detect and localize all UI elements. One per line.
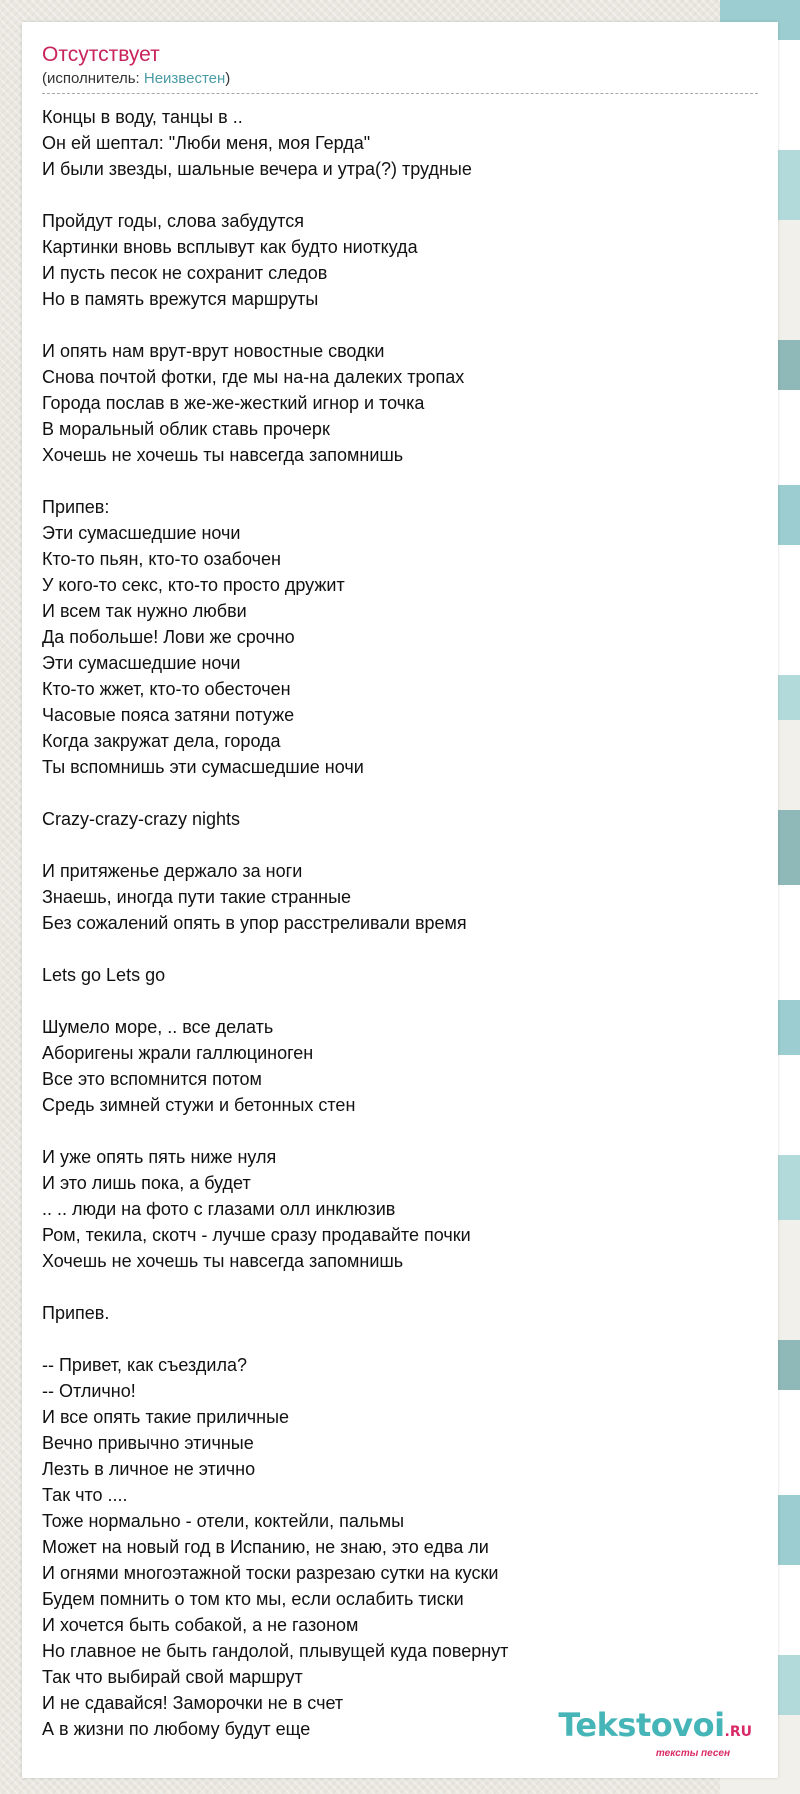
lyric-line: Может на новый год в Испанию, не знаю, это едва ли	[42, 1537, 489, 1557]
site-logo[interactable]	[558, 1706, 752, 1760]
artist-link[interactable]: Неизвестен	[143, 70, 226, 87]
lyric-line: Crazy-crazy-crazy nights	[42, 809, 241, 829]
logo-suffix: .RU	[724, 1724, 752, 1740]
artist-prefix: (исполнитель:	[42, 70, 144, 87]
lyric-line: И опять нам врут-врут новостные сводки	[42, 341, 385, 361]
lyric-line: Снова почтой фотки, где мы на-на далеких тропах	[42, 367, 465, 387]
stanza-gap	[42, 832, 758, 858]
lyric-line: .. .. люди на фото с глазами олл инклюзив	[42, 1199, 396, 1219]
lyric-line: Города послав в же-же-жесткий игнор и точка	[42, 393, 425, 413]
lyric-line: Эти сумасшедшие ночи	[42, 523, 241, 543]
lyric-line: Lets go Lets go	[42, 965, 166, 985]
lyric-line: Хочешь не хочешь ты навсегда запомнишь	[42, 445, 404, 465]
song-title[interactable]: Отсутствует	[42, 43, 160, 66]
lyric-line: Аборигены жрали галлюциноген	[42, 1043, 314, 1063]
stanza-gap	[42, 1118, 758, 1144]
lyric-line: Но главное не быть гандолой, плывущей куда повернут	[42, 1641, 509, 1661]
lyric-line: Тоже нормально - отели, коктейли, пальмы	[42, 1511, 405, 1531]
lyric-line: Кто-то жжет, кто-то обесточен	[42, 679, 291, 699]
lyric-line: Знаешь, иногда пути такие странные	[42, 887, 352, 907]
lyric-line: И огнями многоэтажной тоски разрезаю сутки на куски	[42, 1563, 499, 1583]
stanza-gap	[42, 780, 758, 806]
lyric-line: И притяженье держало за ноги	[42, 861, 303, 881]
lyric-line: И хочется быть собакой, а не газоном	[42, 1615, 359, 1635]
lyric-line: В моральный облик ставь прочерк	[42, 419, 330, 439]
lyric-line: Вечно привычно этичные	[42, 1433, 254, 1453]
lyric-line: И это лишь пока, а будет	[42, 1173, 251, 1193]
lyric-line: Припев.	[42, 1303, 110, 1323]
artist-suffix: )	[225, 70, 231, 87]
lyric-line: И всем так нужно любви	[42, 601, 247, 621]
lyric-line: -- Отлично!	[42, 1381, 136, 1401]
lyric-line: Ром, текила, скотч - лучше сразу продавайте почки	[42, 1225, 471, 1245]
logo-wordmark	[558, 1706, 752, 1748]
logo-main-text: Tekstovoi	[558, 1706, 725, 1744]
lyric-line: Концы в воду, танцы в ..	[42, 107, 243, 127]
lyric-line: Когда закружат дела, города	[42, 731, 281, 751]
lyric-line: Да побольше! Лови же срочно	[42, 627, 295, 647]
lyric-line: Кто-то пьян, кто-то озабочен	[42, 549, 281, 569]
stanza-gap	[42, 312, 758, 338]
stanza-gap	[42, 468, 758, 494]
lyric-line: Припев:	[42, 497, 110, 517]
lyric-line: Картинки вновь всплывут как будто ниоткуда	[42, 237, 418, 257]
logo-tagline: тексты песен	[655, 1748, 730, 1759]
lyric-line: Пройдут годы, слова забудутся	[42, 211, 304, 231]
lyric-line: Без сожалений опять в упор расстреливали время	[42, 913, 467, 933]
lyrics-card	[22, 22, 778, 1778]
lyric-line: Так что выбирай свой маршрут	[42, 1667, 303, 1687]
stanza-gap	[42, 936, 758, 962]
lyric-line: Шумело море, .. все делать	[42, 1017, 274, 1037]
lyric-line: Средь зимней стужи и бетонных стен	[42, 1095, 356, 1115]
lyric-line: Так что ....	[42, 1485, 128, 1505]
lyric-line: Все это вспомнится потом	[42, 1069, 262, 1089]
lyric-line: Будем помнить о том кто мы, если ослабить тиски	[42, 1589, 464, 1609]
title-divider	[42, 93, 758, 94]
lyric-line: И были звезды, шальные вечера и утра(?) трудные	[42, 159, 472, 179]
lyric-line: -- Привет, как съездила?	[42, 1355, 247, 1375]
lyric-line: Лезть в личное не этично	[42, 1459, 256, 1479]
lyric-line: И пусть песок не сохранит следов	[42, 263, 328, 283]
lyric-line: У кого-то секс, кто-то просто дружит	[42, 575, 345, 595]
stanza-gap	[42, 1326, 758, 1352]
lyric-line: И уже опять пять ниже нуля	[42, 1147, 277, 1167]
lyric-line: Он ей шептал: "Люби меня, моя Герда"	[42, 133, 371, 153]
stanza-gap	[42, 182, 758, 208]
lyric-line: И все опять такие приличные	[42, 1407, 290, 1427]
artist-line	[42, 70, 758, 88]
lyric-line: А в жизни по любому будут еще	[42, 1719, 311, 1739]
lyric-line: И не сдавайся! Заморочки не в счет	[42, 1693, 344, 1713]
lyric-line: Хочешь не хочешь ты навсегда запомнишь	[42, 1251, 404, 1271]
stanza-gap	[42, 1274, 758, 1300]
lyrics-text	[42, 104, 758, 1742]
stanza-gap	[42, 988, 758, 1014]
lyric-line: Часовые пояса затяни потуже	[42, 705, 295, 725]
lyric-line: Эти сумасшедшие ночи	[42, 653, 241, 673]
lyric-line: Но в память врежутся маршруты	[42, 289, 319, 309]
lyric-line: Ты вспомнишь эти сумасшедшие ночи	[42, 757, 364, 777]
